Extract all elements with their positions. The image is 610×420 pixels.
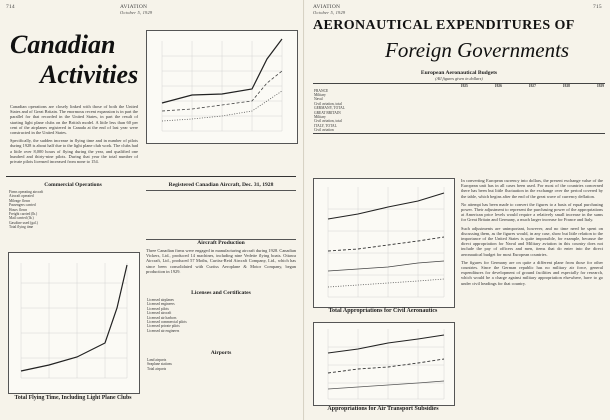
table-row: ITALY, TOTAL — [314, 123, 337, 128]
civil-appropriations-chart — [313, 178, 455, 308]
table-row: Total airports — [147, 366, 167, 371]
aircraft-production-section: Aircraft Production Three Canadian firms were engaged in manufacturing aircraft during 1928. Canadian Vickers, Ltd., produced 14 machines, including nine Vedette flying boats. Ottawa Aircraft, Ltd., produced 57 Moths, Curtiss-Reid Aircraft Company, Ltd., which has since been consolidated with Curtiss Aeroplane & Motor Company, began production in 1929. — [146, 240, 296, 274]
table-row: Licensed commercial pilots — [147, 320, 187, 325]
table-row: Firms operating aircraft — [9, 190, 44, 194]
table-row: Mileage flown — [9, 198, 31, 203]
registered-aircraft-table: Registered Canadian Aircraft, Dec. 31, 1928 — [146, 182, 296, 240]
table-row: GREAT BRITAIN — [314, 110, 341, 115]
table-row: Licensed engineers — [147, 302, 175, 307]
table-row: Land airports — [147, 358, 167, 362]
commercial-operations-table: Commercial Operations Firms operating aircraft Aircraft operated Mileage flown Passengers carried Hours flown Freight carried (lb.) Mail carried (lb.) Gasoline used (gal.) Total flying time — [8, 182, 138, 230]
table-row: Hours flown — [9, 207, 28, 212]
table-row: Licensed airplanes — [147, 298, 174, 302]
table-row: GERMANY, TOTAL — [314, 106, 345, 111]
article-title-line1: AERONAUTICAL EXPENDITURES OF — [313, 18, 575, 33]
table-row: Aircraft operated — [9, 194, 34, 199]
article-body: In converting European currency into dollars, the present exchange value of the European unit has in all cases been used. For most of the countries concerned there has been but little fluctuation in the exchange over the period covered by the table, which begins after the end of the great wave of currency deflation. No attempt has been made to convert the figures to a basis of equal purchasing power. Their adjustment to represent the purchasing power of the appropriations at American price levels would require a relatively small increase in the sums for Great Britain and Germany, a much larger increase for France and Italy. Such adjustments are unimportant, however, and no time need be spent on discussing them, as the figures would, in any case, show but little relation to the importance of the United States is quite impossible, for example, because the direct appropriation for Naval and Military aviation in this country does not include the pay of officers and men, items that do enter into the direct aeronautical budget for most European countries. The figures for Germany are on quite a different plane from those for other countries. Since the German republic has no military air force, general expenditures for development of ground facilities and especially for research, which would be a charge against military appropriation elsewhere, have to go under civil headings for that country. — [461, 178, 603, 286]
table-row: Mail carried (lb.) — [9, 216, 34, 221]
table-row: Seaplane stations — [147, 362, 172, 367]
table-row: Passengers carried — [9, 203, 36, 208]
intro-text: Canadian operations are closely linked with those of both the United States and of Great Britain. The enormous recent expansion is in part the parallel for that recorded in the United States, in part the result of starting light plane clubs on the British model. A little less than 60 per cent of the airplanes registered in Canada at the end of last year were constructed in the United States. Specifically, the sudden increase in flying time and in number of pilots during 1928 is about half due to the light plane club work. The clubs had a little over 8,000 hours of flying during the year, and qualified one hundred and thirty-nine pilots. During that year the total number of private pilots licensed increased from none to 154. — [10, 104, 138, 165]
table-row: Total flying time — [9, 225, 34, 230]
transport-subsidies-chart — [313, 322, 455, 406]
table-row: FRANCE — [314, 88, 329, 93]
table-row: Naval — [314, 97, 323, 102]
european-budgets-table: European Aeronautical Budgets (All figures given in dollars) 1925 1926 1927 1928 1929 FRANCE Military Naval Civil aviation, total GERMANY, TOTAL GREAT BRITAIN Military Civil aviation, total ITALY, TOTAL Civil aviation — [314, 70, 604, 133]
article-title-line2: Activities — [40, 60, 139, 89]
left-page — [0, 0, 304, 420]
table-row: Freight carried (lb.) — [9, 212, 38, 217]
article-title-line1: Canadian — [10, 30, 116, 59]
table-row: Licensed pilots — [147, 306, 169, 311]
transport-subsidies-caption: Appropriations for Air Transport Subsidies — [327, 406, 439, 412]
page-number-right: 715 — [593, 4, 602, 10]
flying-time-caption: Total Flying Time, Including Light Plane Clubs — [14, 395, 132, 401]
table-row: Military — [314, 114, 326, 119]
running-header-left: AVIATION October 5, 1929 — [120, 4, 153, 15]
table-row: Licensed air engineers — [147, 328, 180, 333]
article-title-line2: Foreign Governments — [385, 38, 570, 62]
civil-appropriations-caption: Total Appropriations for Civil Aeronautics — [328, 308, 438, 314]
page-number-left: 714 — [6, 4, 15, 10]
canadian-growth-chart — [146, 30, 298, 144]
flying-time-chart — [8, 252, 140, 394]
table-row: Civil aviation — [314, 128, 334, 133]
table-row: Licensed private pilots — [147, 324, 180, 329]
table-row: Licensed aircraft — [147, 311, 172, 316]
right-page — [305, 0, 610, 420]
running-header-right: AVIATION October 5, 1929 — [313, 4, 346, 15]
table-row: Licensed air harbors — [147, 315, 177, 320]
licenses-table: Licenses and Certificates Licensed airplanes Licensed engineers Licensed pilots Licensed aircraft Licensed air harbors Licensed commercial pilots Licensed private pilots Licensed air engineers — [146, 290, 296, 333]
table-header-row: 1925 1926 1927 1928 1929 — [460, 84, 604, 89]
table-row: Gasoline used (gal.) — [9, 220, 38, 225]
table-row: Military — [314, 92, 326, 97]
table-row: Civil aviation, total — [314, 119, 342, 124]
airports-table: Airports Land airports Seaplane stations Total airports — [146, 350, 296, 371]
table-row: Civil aviation, total — [314, 101, 342, 106]
